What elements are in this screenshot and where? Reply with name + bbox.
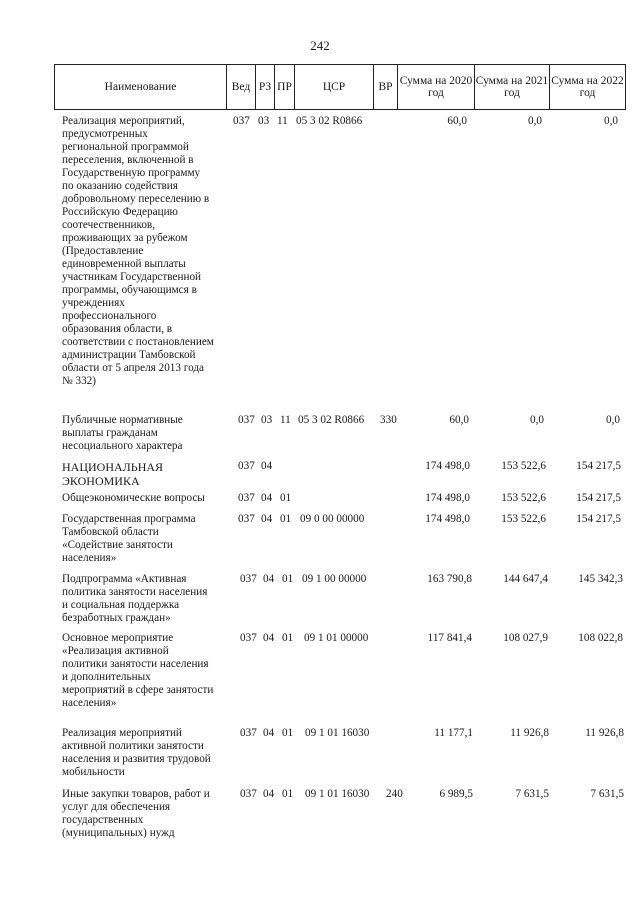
header-ved: Вед [227,64,256,110]
row-sum-2021: 153 522,6 [501,513,546,525]
row-vr: 240 [386,788,403,800]
row-csr: 05 3 02 R0866 [296,115,363,127]
row-csr: 09 1 01 00000 [304,632,369,644]
row-sum-2021: 7 631,5 [515,788,549,800]
row-sum-2020: 163 790,8 [427,573,472,585]
row-sum-2020: 11 177,1 [434,727,473,739]
row-pr: 11 [277,115,288,127]
header-pr: ПР [275,64,295,110]
row-rz: 04 [261,513,273,525]
row-sum-2021: 144 647,4 [503,573,548,585]
row-sum-2022: 154 217,5 [576,460,621,472]
row-sum-2020: 174 498,0 [425,460,470,472]
row-ved: 037 [238,492,255,504]
row-sum-2021: 0,0 [530,414,544,426]
header-name: Наименование [54,64,227,110]
row-sum-2022: 11 926,8 [585,727,624,739]
row-sum-2022: 154 217,5 [576,513,621,525]
row-sum-2021: 0,0 [528,115,542,127]
row-rz: 04 [261,492,273,504]
row-pr: 01 [280,492,292,504]
row-sum-2022: 7 631,5 [590,788,624,800]
row-name: Общеэкономические вопросы [62,492,205,504]
header-sum-2022: Сумма на 2022 год [550,64,626,110]
row-ved: 037 [238,513,255,525]
row-sum-2021: 108 027,9 [503,632,548,644]
row-rz: 03 [261,414,273,426]
row-pr: 11 [280,414,291,426]
row-name: Реализация мероприятий, предусмотренных региональной программой переселения, включенной в Государственную программу по оказанию содействия добровольному переселению в Российскую Федерацию соотечественников, проживающих за рубежом (Предоставление единовременной выплаты участникам Государственной программы, обучающимся в учреждениях профессионального образования области, в соответствии с постановлением администрации Тамбовской области от 5 апреля 2013 года № 332) [62,115,214,387]
row-name: Основное мероприятие «Реализация активной политики занятости населения и дополнительных мероприятий в сфере занятости населения» [62,632,214,709]
table-header [54,64,626,110]
row-csr: 09 1 01 16030 [305,788,370,800]
row-sum-2020: 60,0 [449,414,469,426]
row-ved: 037 [240,788,257,800]
row-pr: 01 [282,632,294,644]
row-sum-2020: 174 498,0 [425,513,470,525]
row-vr: 330 [380,414,397,426]
row-sum-2022: 145 342,3 [578,573,623,585]
header-csr: ЦСР [295,64,374,110]
row-sum-2022: 108 022,8 [578,632,623,644]
header-sum-2020: Сумма на 2020 год [398,64,475,110]
row-sum-2020: 6 989,5 [439,788,473,800]
row-name: Подпрограмма «Активная политика занятости населения и социальная поддержка безработных граждан» [62,573,208,624]
row-ved: 037 [240,632,257,644]
row-ved: 037 [238,460,255,472]
row-csr: 09 0 00 00000 [300,513,365,525]
row-name: Публичные нормативные выплаты гражданам несоциального характера [62,414,183,452]
header-vr: ВР [374,64,398,110]
row-sum-2020: 60,0 [447,115,467,127]
row-sum-2022: 154 217,5 [576,492,621,504]
row-ved: 037 [240,573,257,585]
row-sum-2021: 153 522,6 [501,460,546,472]
row-ved: 037 [233,115,250,127]
row-rz: 04 [263,727,275,739]
row-name: Государственная программа Тамбовской области «Содействие занятости населения» [62,513,196,564]
row-name: Реализация мероприятий активной политики занятости населения и развития трудовой мобильности [62,727,211,778]
row-ved: 037 [240,727,257,739]
row-sum-2020: 174 498,0 [425,492,470,504]
row-name: Иные закупки товаров, работ и услуг для обеспечения государственных (муниципальных) нужд [62,788,210,839]
row-pr: 01 [282,788,294,800]
header-sum-2021: Сумма на 2021 год [475,64,550,110]
row-csr: 09 1 00 00000 [302,573,367,585]
row-ved: 037 [238,414,255,426]
row-sum-2020: 117 841,4 [427,632,472,644]
row-rz: 04 [263,632,275,644]
row-rz: 04 [263,788,275,800]
row-pr: 01 [280,513,292,525]
row-name: НАЦИОНАЛЬНАЯ ЭКОНОМИКА [62,460,164,488]
page-number: 242 [310,38,330,53]
row-sum-2021: 153 522,6 [501,492,546,504]
row-csr: 09 1 01 16030 [305,727,370,739]
row-sum-2022: 0,0 [604,115,618,127]
row-pr: 01 [282,573,294,585]
row-sum-2021: 11 926,8 [510,727,549,739]
row-rz: 04 [263,573,275,585]
row-sum-2022: 0,0 [606,414,620,426]
row-pr: 01 [282,727,294,739]
row-csr: 05 3 02 R0866 [298,414,365,426]
header-rz: РЗ [256,64,275,110]
row-rz: 04 [261,460,273,472]
row-rz: 03 [258,115,270,127]
